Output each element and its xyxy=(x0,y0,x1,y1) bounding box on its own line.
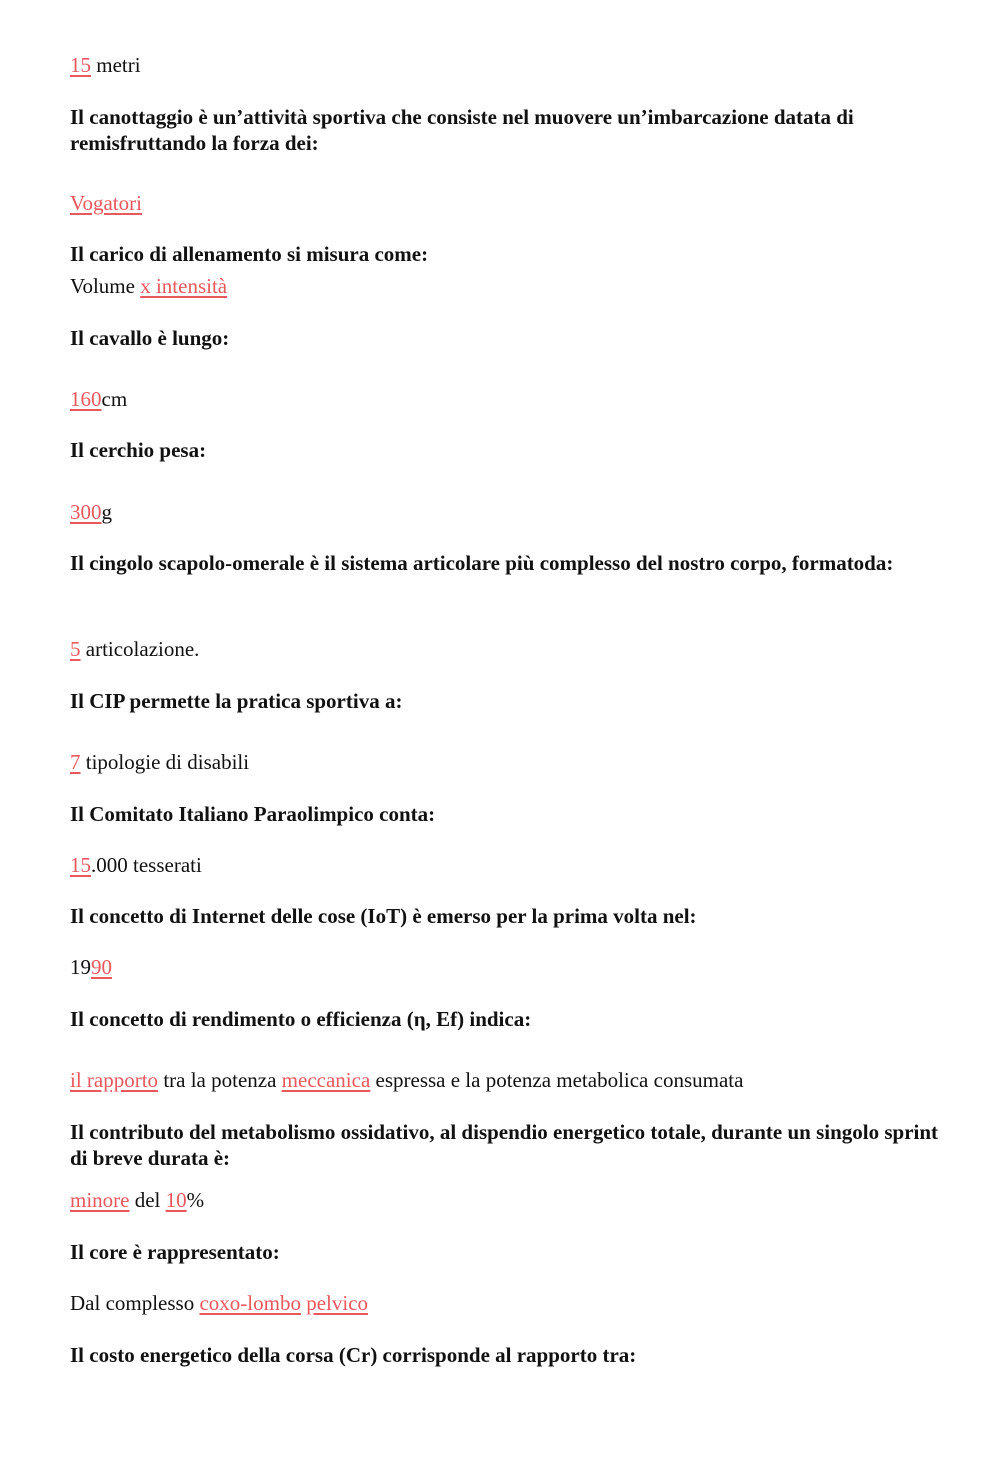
question-text: Il carico di allenamento si misura come: xyxy=(70,242,429,266)
highlighted-answer: 15 xyxy=(70,53,91,77)
highlighted-answer: x intensità xyxy=(140,274,228,298)
highlighted-answer: Vogatori xyxy=(70,191,142,215)
answer-block xyxy=(70,1290,950,1316)
question-text: Il canottaggio è un’attività sportiva che consiste nel muovere un’imbarcazione datata di remisfruttando la forza dei: xyxy=(70,105,854,155)
highlighted-answer: 300 xyxy=(70,500,102,524)
answer-block xyxy=(70,386,950,412)
highlighted-answer: coxo-lombo xyxy=(199,1291,301,1315)
question-text: Il core è rappresentato: xyxy=(70,1240,280,1264)
answer-text: tipologie di disabili xyxy=(80,750,250,774)
answer-text: cm xyxy=(101,387,128,411)
answer-block xyxy=(70,1187,950,1213)
highlighted-answer: 90 xyxy=(91,955,112,979)
answer-block xyxy=(70,852,950,878)
highlighted-answer: pelvico xyxy=(306,1291,369,1315)
answer-block xyxy=(70,52,950,78)
highlighted-answer: 7 xyxy=(70,750,81,774)
answer-text: metri xyxy=(91,53,141,77)
highlighted-answer: 160 xyxy=(70,387,102,411)
answer-text: tra la potenza xyxy=(158,1068,282,1092)
answer-block xyxy=(70,636,950,662)
question-text: Il costo energetico della corsa (Cr) corrisponde al rapporto tra: xyxy=(70,1343,637,1367)
answer-text: espressa e la potenza metabolica consumata xyxy=(370,1068,744,1092)
answer-block xyxy=(70,273,950,299)
highlighted-answer: 5 xyxy=(70,637,81,661)
highlighted-answer: 10 xyxy=(165,1188,187,1212)
answer-text: Volume xyxy=(70,274,141,298)
question-text: Il Comitato Italiano Paraolimpico conta: xyxy=(70,802,436,826)
highlighted-answer: meccanica xyxy=(281,1068,371,1092)
answer-text: Dal complesso xyxy=(70,1291,200,1315)
answer-text: .000 tesserati xyxy=(91,853,202,877)
question-text: Il cerchio pesa: xyxy=(70,438,207,462)
answer-text: g xyxy=(101,500,112,524)
question-text: Il CIP permette la pratica sportiva a: xyxy=(70,689,403,713)
highlighted-answer: minore xyxy=(70,1188,130,1212)
question-text: Il concetto di rendimento o efficienza (η, Ef) indica: xyxy=(70,1007,532,1031)
answer-text: del xyxy=(129,1188,166,1212)
highlighted-answer: 15 xyxy=(70,853,91,877)
answer-block xyxy=(70,954,950,980)
highlighted-answer: il rapporto xyxy=(70,1068,159,1092)
answer-block xyxy=(70,499,950,525)
answer-block xyxy=(70,190,950,216)
answer-text: 19 xyxy=(70,955,91,979)
answer-block xyxy=(70,749,950,775)
question-text: Il contributo del metabolismo ossidativo, al dispendio energetico totale, durante un singolo sprint di breve durata è: xyxy=(70,1120,939,1170)
question-text: Il concetto di Internet delle cose (IoT) è emerso per la prima volta nel: xyxy=(70,904,697,928)
answer-text: articolazione. xyxy=(80,637,200,661)
answer-text: % xyxy=(186,1188,205,1212)
question-text: Il cingolo scapolo-omerale è il sistema articolare più complesso del nostro corpo, formatoda: xyxy=(70,551,894,575)
answer-block xyxy=(70,1067,950,1093)
question-text: Il cavallo è lungo: xyxy=(70,326,230,350)
